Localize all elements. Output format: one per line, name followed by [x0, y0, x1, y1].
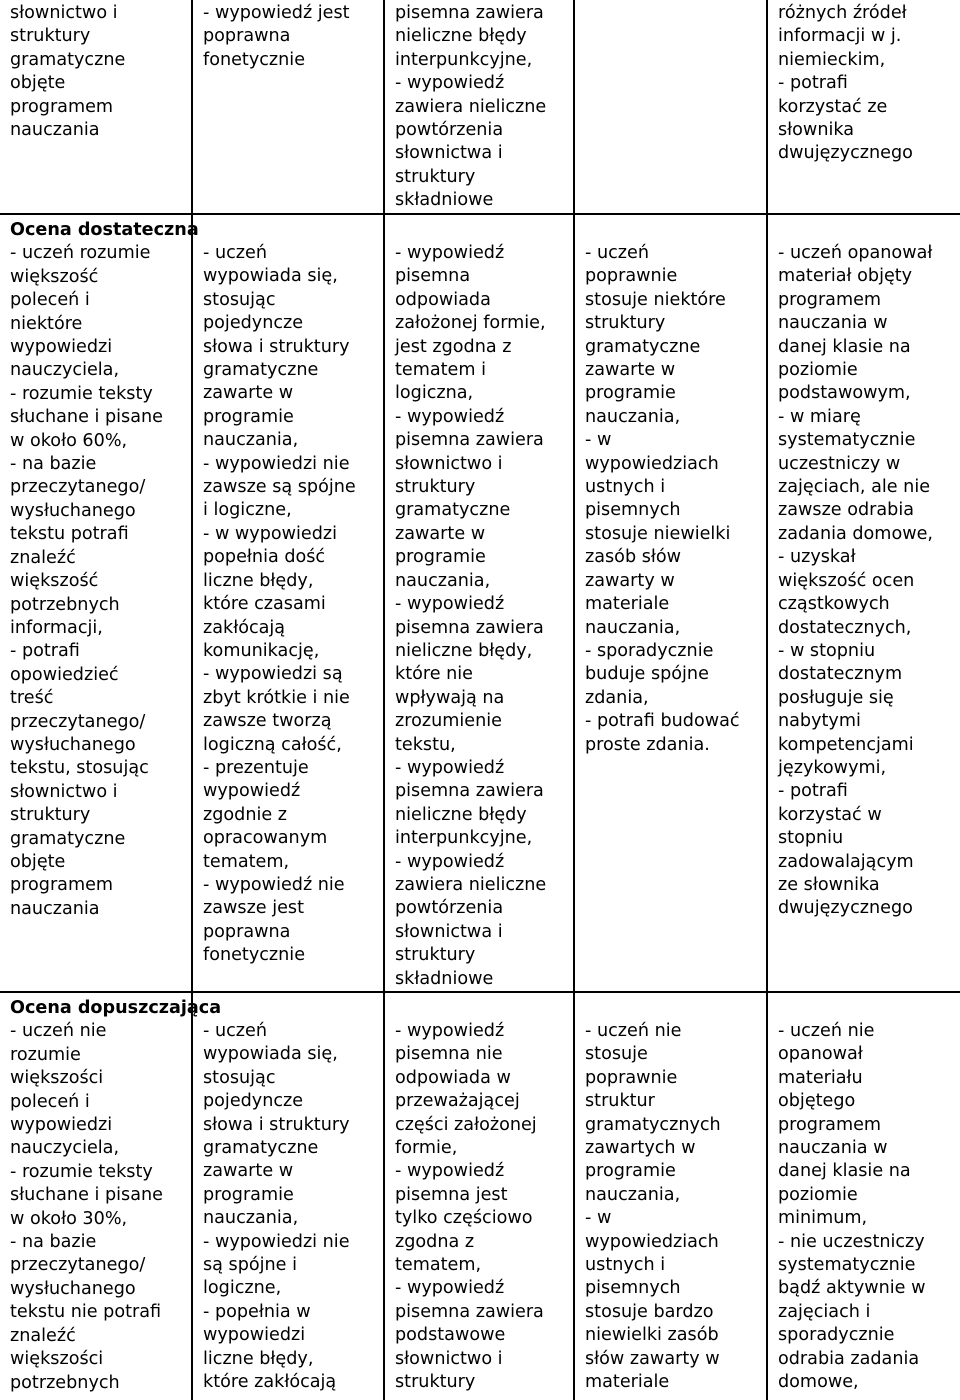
cell-text: - wypowiedź pisemna odpowiada założonej formie, jest zgodna z tematem i logiczna, - wypowiedź pisemna zawiera słownictwo i struktury gramatyczne zawarte w programie nauczania, - wypowiedź pisemna zawiera nieliczne błędy, które nie wpływają na zrozumienie tekstu, - wypowiedź pisemna zawiera nieliczne błędy interpunkcyjne, - wypowiedź zawiera nieliczne powtórzenia słownictwa i struktury składniowe: [395, 243, 547, 989]
cell-text: - uczeń wypowiada się, stosując pojedyncze słowa i struktury gramatyczne zawarte w programie nauczania, - wypowiedzi nie zawsze są spójne i logiczne, - w wypowiedzi popełnia dość liczne błędy, które czasami zakłócają komunikację, - wypowiedzi są zbyt krótkie i nie zawsze tworzą logiczną całość, - prezentuje wypowiedź zgodnie z opracowanym tematem, - wypowiedź nie zawsze jest poprawna fonetycznie: [203, 243, 356, 966]
table-cell: [384, 214, 574, 992]
table-cell: [384, 0, 574, 214]
cell-text: - uczeń poprawnie stosuje niektóre struktury gramatyczne zawarte w programie nauczania, - w wypowiedziach ustnych i pisemnych stosuje niewielki zasób słów zawarty w materiale nauczania, - sporadycznie buduje spójne zdania, - potrafi budować proste zdania.: [585, 243, 740, 755]
table-cell: [0, 992, 222, 1400]
cell-text: słownictwo i struktury gramatyczne objęte programem nauczania: [10, 3, 126, 141]
grade-heading: Ocena dopuszczająca: [10, 998, 222, 1018]
cell-text: - uczeń rozumie większość poleceń i niektóre wypowiedzi nauczyciela, - rozumie teksty słuchane i pisane w około 60%, - na bazie przeczytanego/ wysłuchanego tekstu potrafi znaleźć większość potrzebnych informacji, - potrafi opowiedzieć treść przeczytanego/ wysłuchanego tekstu, stosując słownictwo i struktury gramatyczne objęte programem nauczania: [10, 243, 163, 919]
table-cell: [384, 992, 574, 1400]
cell-text: - uczeń wypowiada się, stosując pojedyncze słowa i struktury gramatyczne zawarte w programie nauczania, - wypowiedzi nie są spójne i logiczne, - popełnia w wypowiedzi liczne błędy, które zakłócają: [203, 1021, 350, 1393]
cell-text: - uczeń nie stosuje poprawnie struktur gramatycznych zawartych w programie nauczania, - w wypowiedziach ustnych i pisemnych stosuje bardzo niewielki zasób słów zawarty w materiale: [585, 1021, 721, 1393]
table-cell: [574, 992, 767, 1400]
grade-heading: Ocena dostateczna: [10, 220, 199, 240]
table-row: [0, 0, 960, 214]
table-row: [0, 992, 960, 1400]
cell-text: - wypowiedź pisemna nie odpowiada w przeważającej części założonej formie, - wypowiedź pisemna jest tylko częściowo zgodna z tematem, - wypowiedź pisemna zawiera podstawowe słownictwo i struktury: [395, 1021, 544, 1393]
table-cell: [767, 214, 960, 992]
table-cell: [192, 992, 384, 1400]
table-cell: [767, 992, 960, 1400]
cell-text: - uczeń nie rozumie większości poleceń i wypowiedzi nauczyciela, - rozumie teksty słuchane i pisane w około 30%, - na bazie przeczytanego/ wysłuchanego tekstu nie potrafi znaleźć większości potrzebnych: [10, 1021, 163, 1393]
table-cell: [192, 0, 384, 214]
table-cell: [192, 214, 384, 992]
table-cell: [0, 214, 199, 992]
cell-text: pisemna zawiera nieliczne błędy interpunkcyjne, - wypowiedź zawiera nieliczne powtórzenia słownictwa i struktury składniowe: [395, 3, 547, 211]
cell-text: różnych źródeł informacji w j. niemieckim, - potrafi korzystać ze słownika dwujęzycznego: [778, 3, 913, 164]
table-row: [0, 214, 960, 992]
table-cell: [574, 214, 767, 992]
cell-text: - uczeń nie opanował materiału objętego programem nauczania w danej klasie na poziomie minimum, - nie uczestniczy systematycznie bądź aktywnie w zajęciach i sporadycznie odrabia zadania domowe,: [778, 1021, 926, 1393]
table-cell: [767, 0, 960, 214]
table-cell: [574, 0, 767, 214]
cell-text: - wypowiedź jest poprawna fonetycznie: [203, 3, 350, 70]
cell-text: - uczeń opanował materiał objęty programem nauczania w danej klasie na poziomie podstawowym, - w miarę systematycznie uczestniczy w zajęciach, ale nie zawsze odrabia zadania domowe, - uzyskał większość ocen cząstkowych dostatecznych, - w stopniu dostatecznym posługuje się nabytymi kompetencjami językowymi, - potrafi korzystać w stopniu zadowalającym ze słownika dwujęzycznego: [778, 243, 934, 919]
table-cell: [0, 0, 192, 214]
